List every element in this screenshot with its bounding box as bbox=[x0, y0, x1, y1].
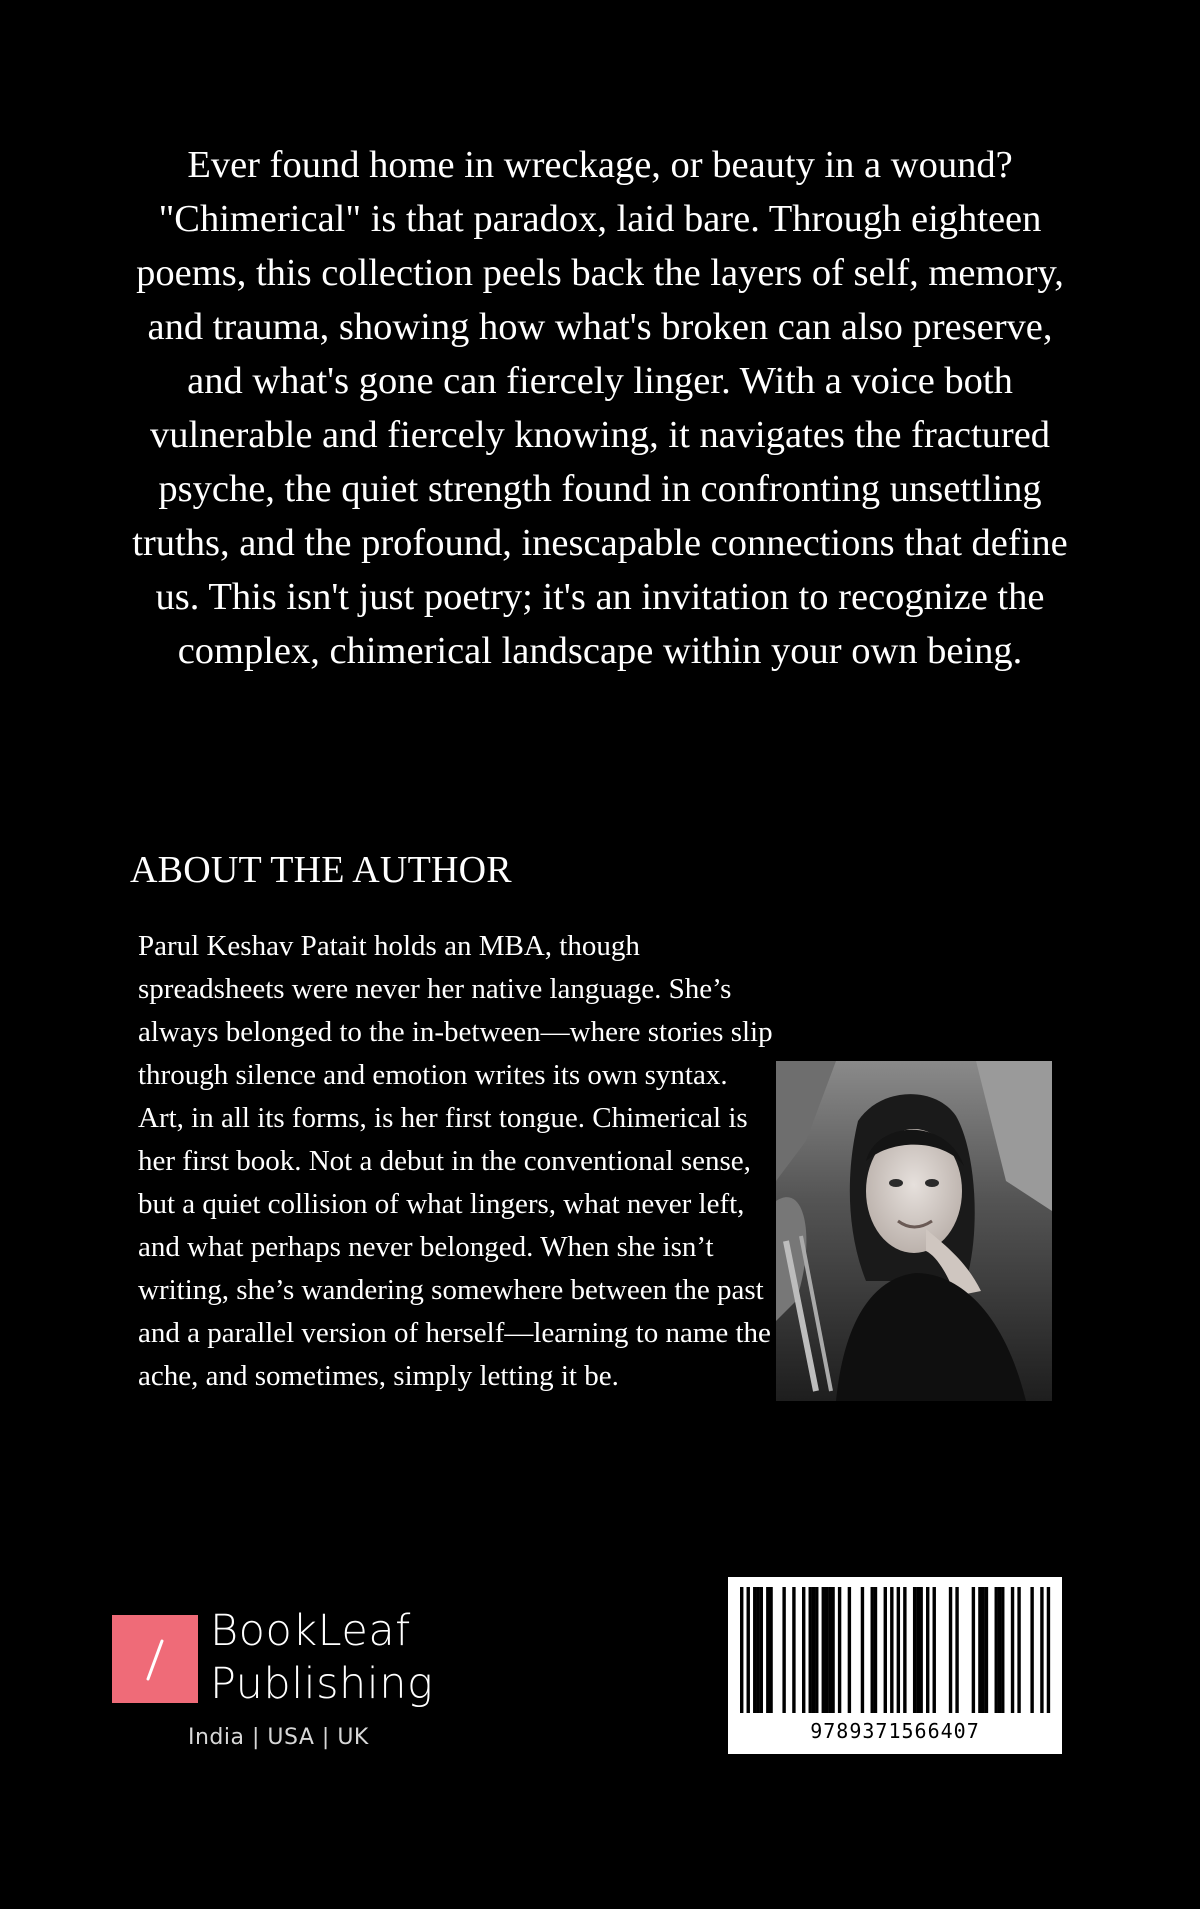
publisher-logo bbox=[112, 1606, 472, 1763]
publisher-regions: India | USA | UK bbox=[188, 1725, 369, 1750]
barcode-bar bbox=[890, 1587, 893, 1713]
author-photo bbox=[776, 1061, 1052, 1401]
barcode-bar bbox=[740, 1587, 743, 1713]
barcode-bar bbox=[995, 1587, 998, 1713]
barcode-bar bbox=[838, 1587, 841, 1713]
barcode-bar bbox=[815, 1587, 818, 1713]
barcode-bar bbox=[903, 1587, 906, 1713]
author-bio: Parul Keshav Patait holds an MBA, though spreadsheets were never her native language. She’s always belonged to the in-between—where stories slip through silence and emotion writes its own syntax. Art, in all its forms, is her first tongue. Chimerical is her first book. Not a debut in the conventional sense, but a quiet collision of what lingers, what never left, and what perhaps never belonged. When she isn’t writing, she’s wandering somewhere between the past and a parallel version of herself—learning to name the ache, and sometimes, simply letting it be. bbox=[138, 930, 773, 1392]
barcode-bar bbox=[978, 1587, 981, 1713]
barcode-bar bbox=[753, 1587, 756, 1713]
barcode-bar bbox=[809, 1587, 812, 1713]
barcode-bar bbox=[1047, 1587, 1050, 1713]
barcode-bar bbox=[981, 1587, 984, 1713]
isbn-number: 9789371566407 bbox=[810, 1719, 980, 1743]
barcode-bar bbox=[933, 1587, 936, 1713]
barcode-bar bbox=[949, 1587, 952, 1713]
barcode-bar bbox=[760, 1587, 763, 1713]
isbn-barcode bbox=[728, 1577, 1062, 1754]
barcode-bar bbox=[897, 1587, 900, 1713]
barcode-bar bbox=[916, 1587, 919, 1713]
barcode-bar bbox=[1030, 1587, 1033, 1713]
barcode-bar bbox=[792, 1587, 795, 1713]
barcode-bar bbox=[861, 1587, 864, 1713]
barcode-bar bbox=[926, 1587, 929, 1713]
barcode-bar bbox=[1001, 1587, 1004, 1713]
barcode-bar bbox=[913, 1587, 916, 1713]
barcode-bar bbox=[756, 1587, 759, 1713]
barcode-bar bbox=[1017, 1587, 1020, 1713]
barcode-bar bbox=[972, 1587, 975, 1713]
barcode-bar bbox=[955, 1587, 958, 1713]
publisher-name bbox=[210, 1605, 433, 1711]
barcode-bar bbox=[802, 1587, 805, 1713]
barcode-bar bbox=[782, 1587, 785, 1713]
barcode-bar bbox=[747, 1587, 750, 1713]
barcode-bar bbox=[884, 1587, 887, 1713]
barcode-bar bbox=[871, 1587, 874, 1713]
barcode-bar bbox=[766, 1587, 769, 1713]
barcode-bar bbox=[812, 1587, 815, 1713]
barcode-bar bbox=[1011, 1587, 1014, 1713]
barcode-bar bbox=[985, 1587, 988, 1713]
about-author-heading: ABOUT THE AUTHOR bbox=[130, 849, 512, 891]
barcode-bar bbox=[874, 1587, 877, 1713]
back-cover-blurb: Ever found home in wreckage, or beauty in a wound? "Chimerical" is that paradox, laid bare. Through eighteen poems, this collection peels back the layers of self, memory, and trauma, showing how what's broken can also preserve, and what's gone can fiercely linger. With a voice both vulnerable and fiercely knowing, it navigates the fractured psyche, the quiet strength found in confronting unsettling truths, and the profound, inescapable connections that define us. This isn't just poetry; it's an invitation to recognize the complex, chimerical landscape within your own being. bbox=[132, 144, 1068, 672]
barcode-bar bbox=[848, 1587, 851, 1713]
publisher-name-line2: Publishing bbox=[210, 1659, 434, 1709]
barcode-bar bbox=[828, 1587, 831, 1713]
barcode-bar bbox=[769, 1587, 772, 1713]
publisher-name-line1: BookLeaf bbox=[210, 1606, 411, 1656]
barcode-bar bbox=[825, 1587, 828, 1713]
barcode-bar bbox=[822, 1587, 825, 1713]
publisher-mark-icon bbox=[112, 1615, 198, 1703]
barcode-bar bbox=[998, 1587, 1001, 1713]
barcode-bar bbox=[831, 1587, 834, 1713]
barcode-bar bbox=[1040, 1587, 1043, 1713]
barcode-bar bbox=[919, 1587, 922, 1713]
